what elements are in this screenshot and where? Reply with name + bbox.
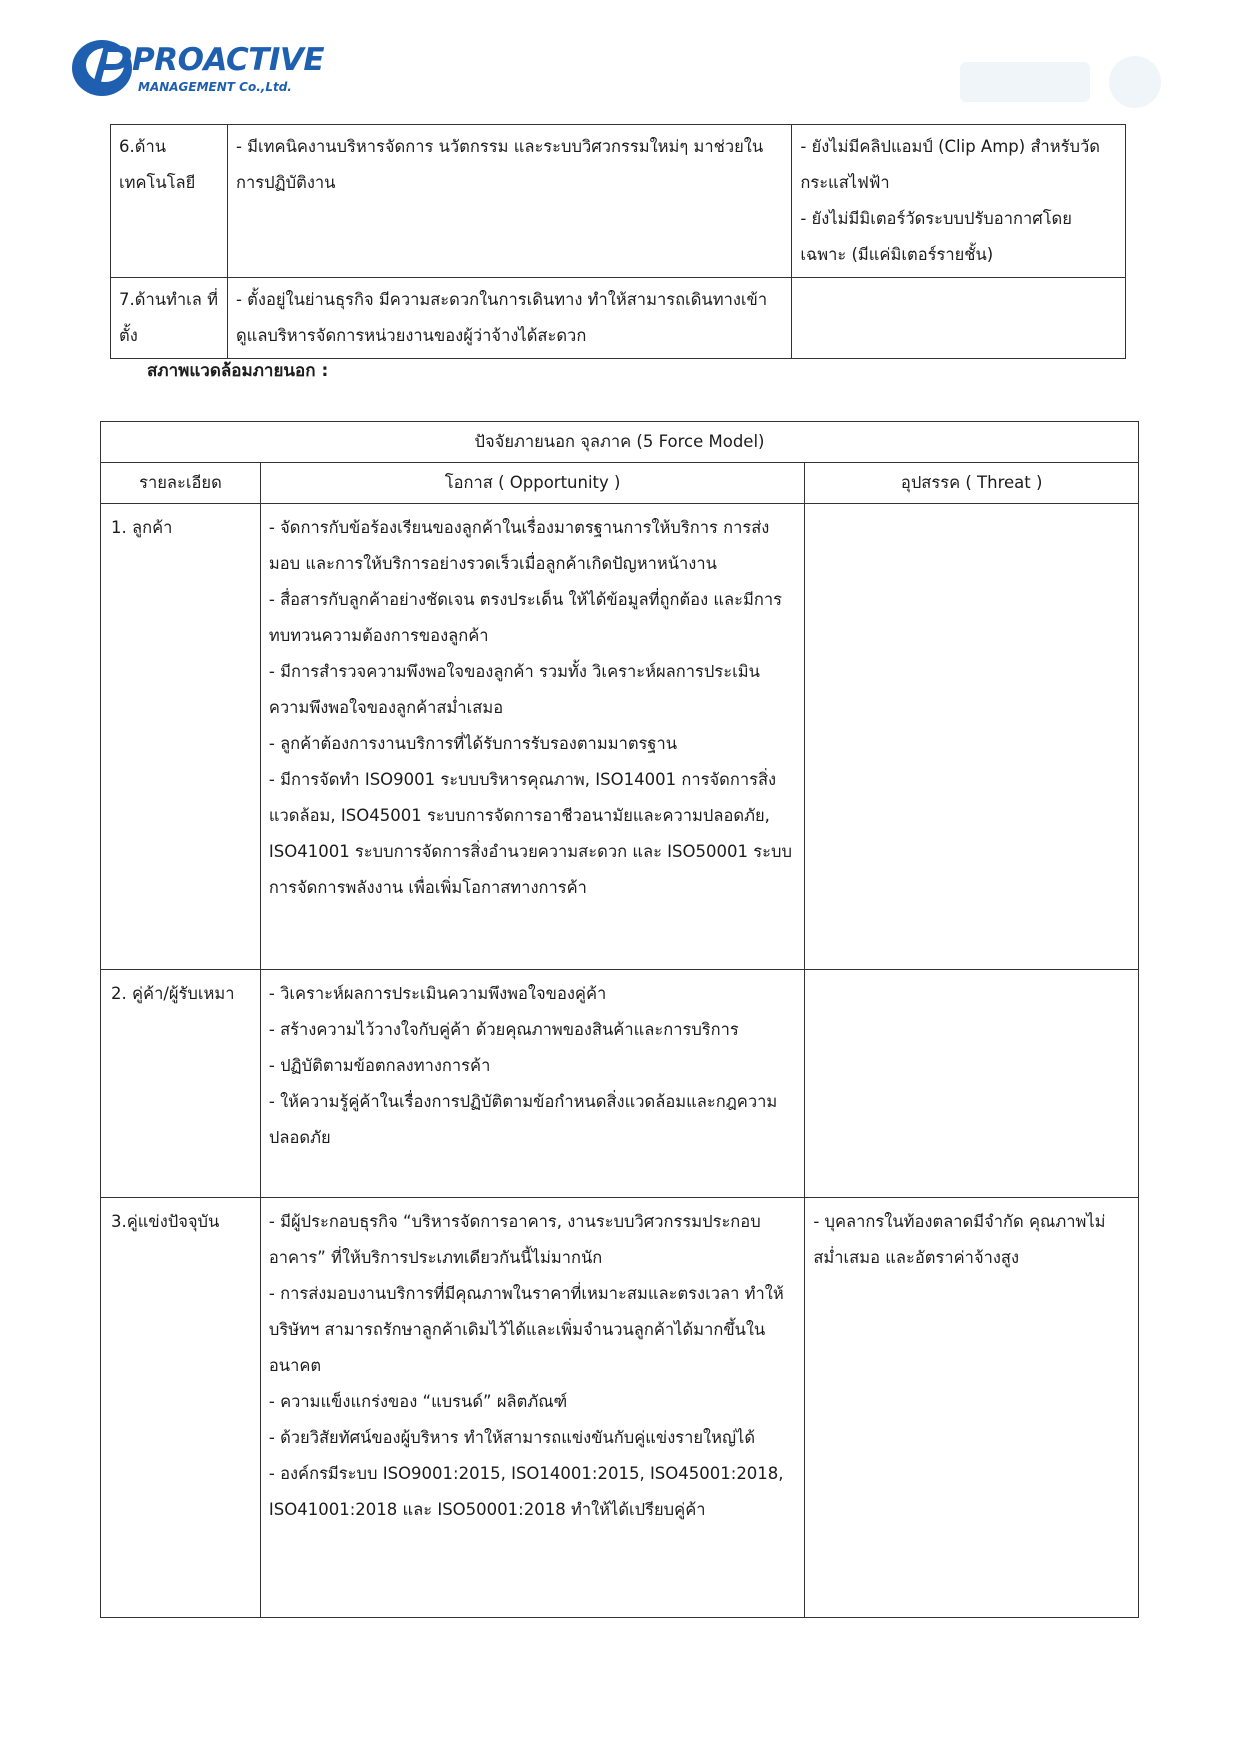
table-title-row bbox=[101, 422, 1139, 463]
table-title: ปัจจัยภายนอก จุลภาค (5 Force Model) bbox=[101, 422, 1139, 463]
internal-factors-table bbox=[110, 124, 1126, 359]
weakness-cell bbox=[792, 278, 1126, 359]
company-logo bbox=[70, 28, 325, 108]
logo-brand-text: PROACTIVE bbox=[132, 42, 325, 78]
opportunity-item: - องค์กรมีระบบ ISO9001:2015, ISO14001:2015, ISO45001:2018, ISO41001:2018 และ ISO50001:2018 ทำให้ได้เปรียบคู่ค้า bbox=[268, 1464, 784, 1519]
threat-cell bbox=[805, 1198, 1139, 1618]
opportunity-item: - มีการจัดทำ ISO9001 ระบบบริหารคุณภาพ, ISO14001 การจัดการสิ่งแวดล้อม, ISO45001 ระบบการจัดการอาชีวอนามัยและความปลอดภัย, ISO41001 ระบบการจัดการสิ่งอำนวยความสะดวก และ ISO50001 ระบบการจัดการพลังงาน เพื่อเพิ่มโอกาสทางการค้า bbox=[268, 770, 792, 897]
strength-cell bbox=[227, 278, 791, 359]
table-header-row bbox=[101, 463, 1139, 504]
strength-cell bbox=[227, 125, 791, 278]
opportunity-item: - มีการสำรวจความพึงพอใจของลูกค้า รวมทั้ง วิเคราะห์ผลการประเมินความพึงพอใจของลูกค้าสม่ำเสมอ bbox=[268, 662, 760, 717]
watermark-logo-icon bbox=[960, 52, 1170, 112]
threat-item: - บุคลากรในท้องตลาดมีจำกัด คุณภาพไม่สม่ำเสมอ และอัตราค่าจ้างสูง bbox=[813, 1212, 1106, 1267]
weakness-cell bbox=[792, 125, 1126, 278]
table-row bbox=[111, 125, 1126, 278]
opportunity-cell bbox=[260, 504, 804, 970]
strength-item: - ตั้งอยู่ในย่านธุรกิจ มีความสะดวกในการเดินทาง ทำให้สามารถเดินทางเข้าดูแลบริหารจัดการหน่วยงานของผู้ว่าจ้างได้สะดวก bbox=[235, 290, 768, 345]
weakness-item: - ยังไม่มีคลิปแอมป์ (Clip Amp) สำหรับวัดกระแสไฟฟ้า bbox=[800, 137, 1100, 192]
opportunity-item: - ลูกค้าต้องการงานบริการที่ได้รับการรับรองตามมาตรฐาน bbox=[268, 734, 678, 753]
table-row bbox=[101, 1198, 1139, 1618]
category-cell: 7.ด้านทำเล ที่ตั้ง bbox=[111, 278, 228, 359]
category-cell: 1. ลูกค้า bbox=[101, 504, 261, 970]
opportunity-item: - ความแข็งแกร่งของ “แบรนด์” ผลิตภัณฑ์ bbox=[268, 1392, 568, 1411]
category-cell: 6.ด้าน เทคโนโลยี bbox=[111, 125, 228, 278]
opportunity-item: - สื่อสารกับลูกค้าอย่างชัดเจน ตรงประเด็น ให้ได้ข้อมูลที่ถูกต้อง และมีการทบทวนความต้องการของลูกค้า bbox=[268, 590, 782, 645]
threat-cell bbox=[805, 504, 1139, 970]
table-row bbox=[101, 504, 1139, 970]
header-opportunity: โอกาส ( Opportunity ) bbox=[260, 463, 804, 504]
opportunity-item: - ให้ความรู้คู่ค้าในเรื่องการปฏิบัติตามข้อกำหนดสิ่งแวดล้อมและกฎความปลอดภัย bbox=[268, 1092, 778, 1147]
opportunity-item: - การส่งมอบงานบริการที่มีคุณภาพในราคาที่เหมาะสมและตรงเวลา ทำให้บริษัทฯ สามารถรักษาลูกค้าเดิมไว้ได้และเพิ่มจำนวนลูกค้าได้มากขึ้นในอนาคต bbox=[268, 1284, 784, 1375]
header-detail: รายละเอียด bbox=[101, 463, 261, 504]
opportunity-item: - สร้างความไว้วางใจกับคู่ค้า ด้วยคุณภาพของสินค้าและการบริการ bbox=[268, 1020, 739, 1039]
opportunity-item: - จัดการกับข้อร้องเรียนของลูกค้าในเรื่องมาตรฐานการให้บริการ การส่งมอบ และการให้บริการอย่างรวดเร็วเมื่อลูกค้าเกิดปัญหาหน้างาน bbox=[268, 518, 770, 573]
opportunity-item: - มีผู้ประกอบธุรกิจ “บริหารจัดการอาคาร, งานระบบวิศวกรรมประกอบอาคาร” ที่ให้บริการประเภทเดียวกันนี้ไม่มากนัก bbox=[268, 1212, 761, 1267]
table-row bbox=[101, 970, 1139, 1198]
opportunity-cell bbox=[260, 970, 804, 1198]
header-threat: อุปสรรค ( Threat ) bbox=[805, 463, 1139, 504]
opportunity-item: - ปฏิบัติตามข้อตกลงทางการค้า bbox=[268, 1056, 491, 1075]
section-heading: สภาพแวดล้อมภายนอก : bbox=[147, 361, 329, 381]
strength-item: - มีเทคนิคงานบริหารจัดการ นวัตกรรม และระบบวิศวกรรมใหม่ๆ มาช่วยในการปฏิบัติงาน bbox=[235, 137, 764, 192]
table-row bbox=[111, 278, 1126, 359]
logo-sub-text: MANAGEMENT Co.,Ltd. bbox=[138, 80, 292, 94]
opportunity-item: - ด้วยวิสัยทัศน์ของผู้บริหาร ทำให้สามารถแข่งขันกับคู่แข่งรายใหญ่ได้ bbox=[268, 1428, 756, 1447]
weakness-item: - ยังไม่มีมิเตอร์วัดระบบปรับอากาศโดยเฉพาะ (มีแค่มิเตอร์รายชั้น) bbox=[800, 209, 1072, 264]
category-cell: 3.คู่แข่งปัจจุบัน bbox=[101, 1198, 261, 1618]
category-cell: 2. คู่ค้า/ผู้รับเหมา bbox=[101, 970, 261, 1198]
opportunity-cell bbox=[260, 1198, 804, 1618]
external-factors-table bbox=[100, 421, 1139, 1618]
threat-cell bbox=[805, 970, 1139, 1198]
opportunity-item: - วิเคราะห์ผลการประเมินความพึงพอใจของคู่ค้า bbox=[268, 984, 607, 1003]
